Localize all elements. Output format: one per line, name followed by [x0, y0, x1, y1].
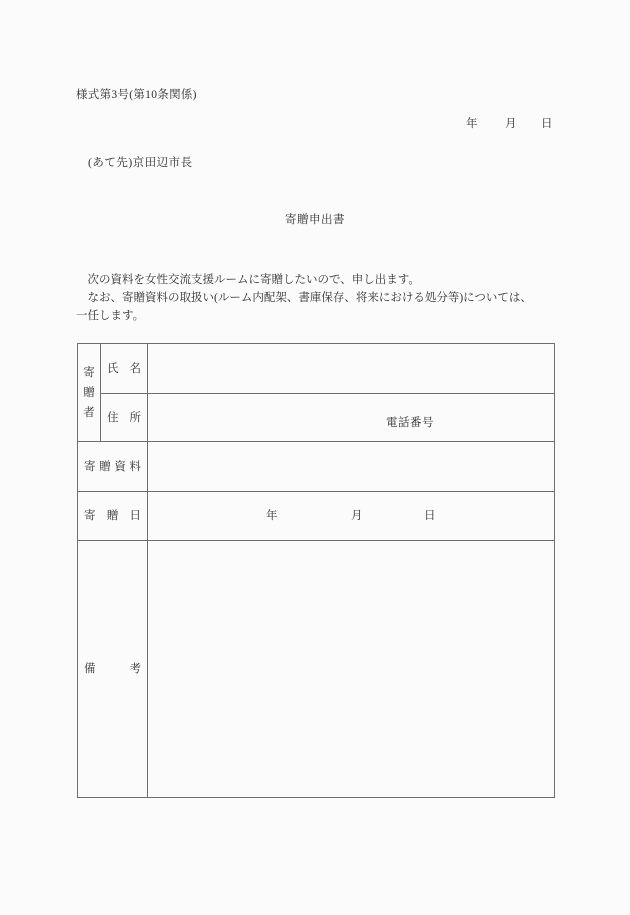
- remarks-label: [78, 541, 147, 797]
- date-month-label: 月: [505, 118, 517, 130]
- donation-date-label: [78, 492, 147, 540]
- address-label-char: 所: [129, 411, 141, 424]
- donation-date-year-label: 年: [266, 510, 278, 522]
- donation-date-day-label: 日: [424, 510, 436, 522]
- materials-field-cell: [148, 442, 554, 491]
- materials-label-char: 料: [129, 460, 141, 473]
- name-label-char: 氏: [107, 362, 119, 375]
- name-label-char: 名: [129, 362, 141, 375]
- materials-label-char: 資: [114, 460, 126, 473]
- donor-label: [78, 344, 100, 441]
- materials-label-char: 寄: [84, 460, 96, 473]
- donation-date-field-cell: [148, 492, 554, 540]
- remarks-label-char: 考: [129, 663, 141, 675]
- donation-date-label-char: 日: [129, 510, 141, 522]
- body-line: 次の資料を女性交流支援ルームに寄贈したいので、申し出ます。: [76, 274, 420, 286]
- body-line: なお、寄贈資料の取扱い(ルーム内配架、書庫保存、将来における処分等)については、: [76, 292, 532, 304]
- date-year-label: 年: [466, 118, 478, 130]
- materials-label: [78, 442, 147, 491]
- donation-date-label-char: 贈: [106, 510, 119, 522]
- addressee: (あて先)京田辺市長: [88, 157, 193, 169]
- document-title: 寄贈申出書: [285, 214, 345, 226]
- date-day-label: 日: [541, 118, 553, 130]
- donation-date-label-char: 寄: [84, 510, 96, 522]
- remarks-field-cell: [148, 541, 554, 797]
- donor-label-char: 贈: [83, 386, 95, 399]
- address-field-cell: [148, 394, 554, 441]
- date-header-line: [0, 116, 630, 132]
- body-line: 一任します。: [76, 310, 145, 322]
- donation-form-table: [77, 343, 555, 798]
- form-number: 様式第3号(第10条関係): [76, 89, 197, 101]
- remarks-label-char: 備: [84, 663, 96, 675]
- address-label: [101, 394, 147, 441]
- name-label: [101, 344, 147, 393]
- phone-number-label: 電話番号: [386, 417, 434, 429]
- body-paragraph: [76, 271, 562, 325]
- donation-date-month-label: 月: [351, 510, 363, 522]
- materials-label-char: 贈: [99, 460, 111, 473]
- name-field-cell: [148, 344, 554, 393]
- address-label-char: 住: [107, 411, 119, 424]
- donor-label-char: 寄: [83, 366, 95, 379]
- donor-label-char: 者: [83, 406, 95, 419]
